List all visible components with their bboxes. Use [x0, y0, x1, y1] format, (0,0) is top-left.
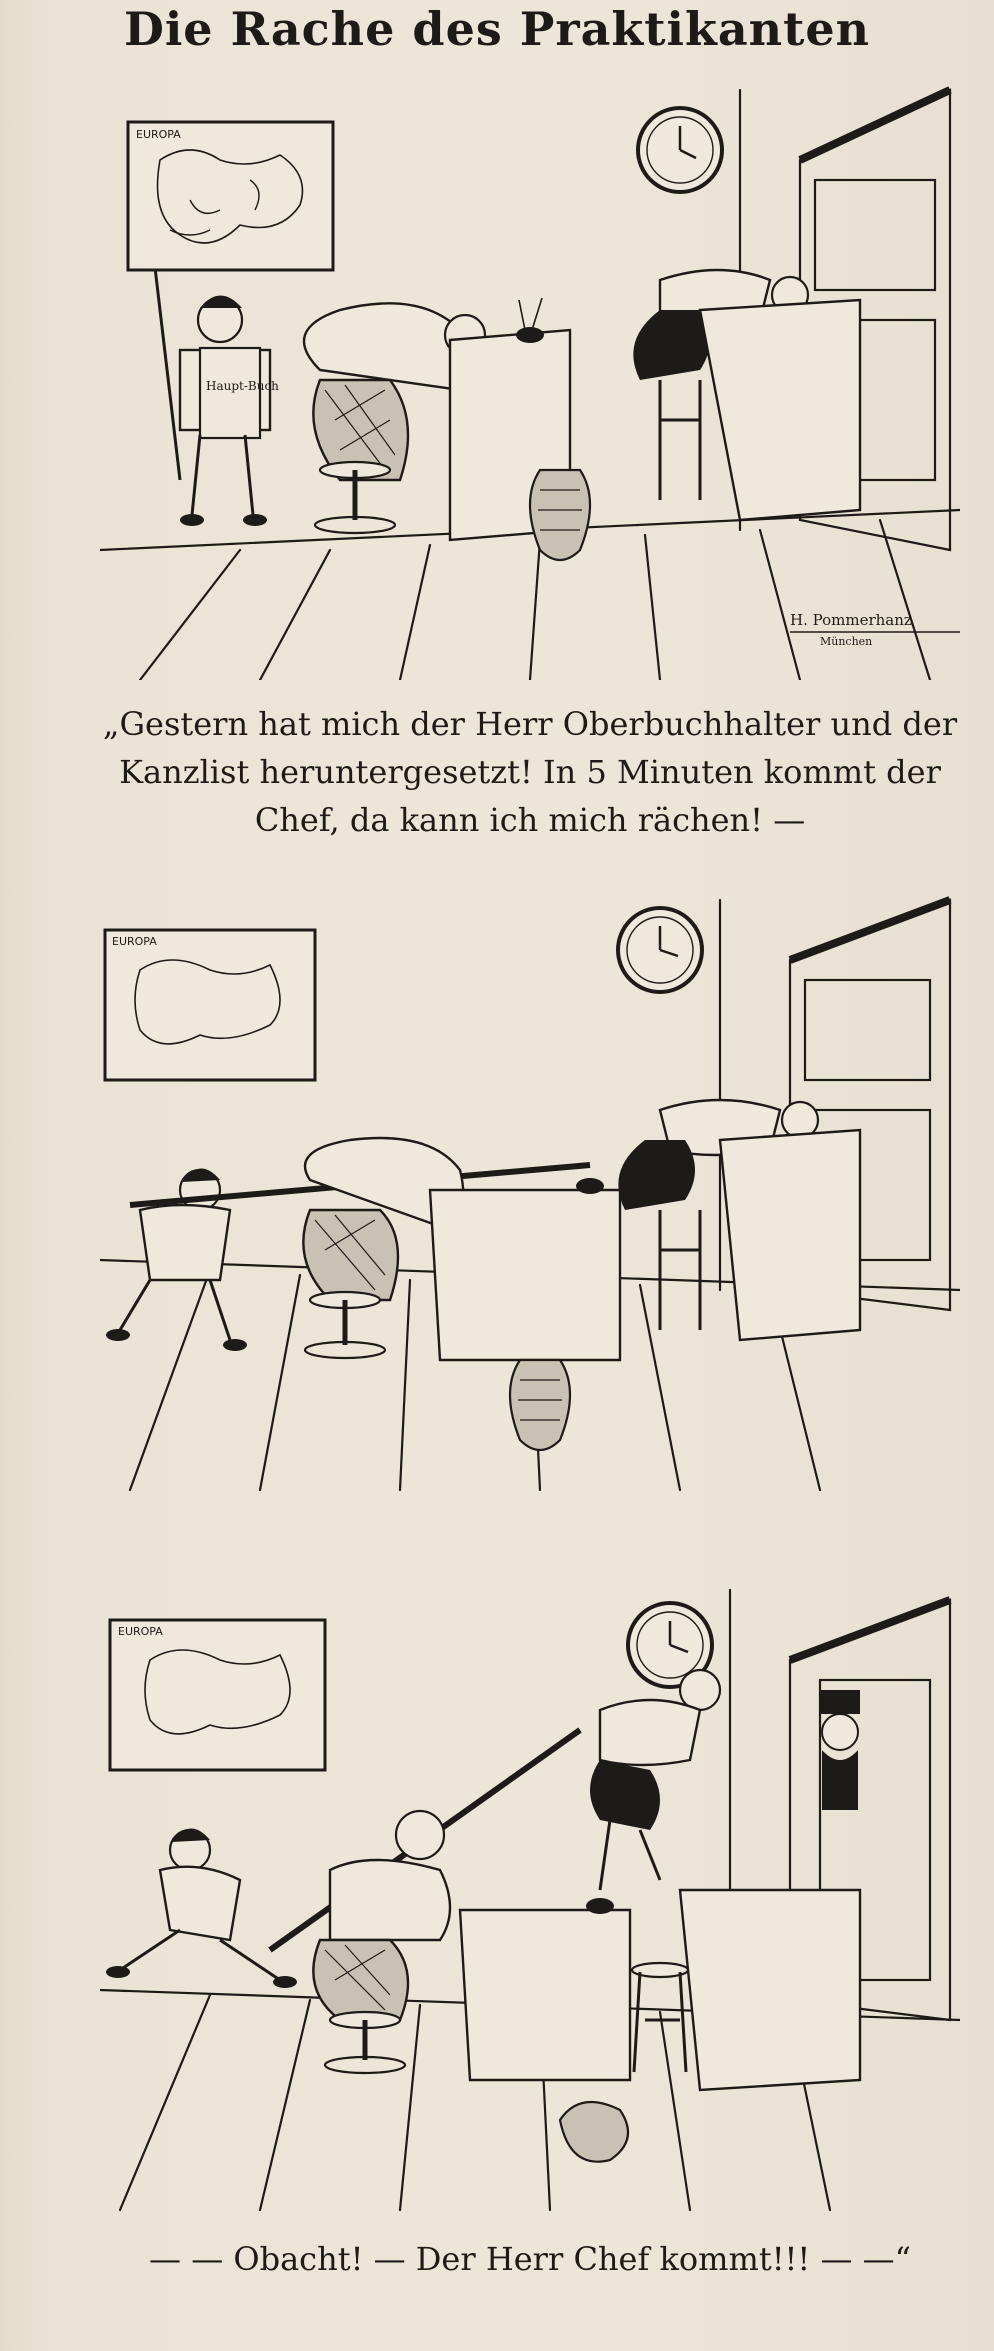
clerk [618, 1100, 860, 1340]
book-label: Haupt-Buch [206, 379, 279, 393]
desk [680, 1890, 860, 2090]
caption-panel-1: „Gestern hat mich der Herr Oberbuchhalter und der Kanzlist heruntergesetzt! In 5 Minuten kommt der Chef, da kann ich mich rächen! — [102, 705, 958, 839]
stool-icon [325, 2012, 405, 2073]
map-label: EUROPA [112, 935, 157, 948]
clock-icon [618, 908, 702, 992]
signature-name: H. Pommerhanz [790, 611, 912, 629]
ink-pot-icon [576, 1178, 604, 1194]
panel-2 [100, 890, 960, 1510]
map-icon [110, 1620, 325, 1770]
panel-1-drawing [100, 80, 960, 680]
chef-peeking [820, 1690, 860, 1810]
clock-icon [638, 108, 722, 192]
stool-icon [315, 462, 395, 533]
map-icon [105, 930, 315, 1080]
intern-boy [180, 296, 279, 527]
vase-icon [530, 470, 590, 560]
ink-pot-icon [586, 1898, 614, 1914]
panel-3-drawing [100, 1580, 960, 2220]
artist-signature [790, 611, 960, 648]
map-label: EUROPA [136, 128, 181, 141]
desk [430, 1178, 620, 1360]
clerk [590, 1670, 720, 1890]
panel-3 [100, 1580, 960, 2220]
intern-boy [106, 1828, 297, 1988]
vase-icon [560, 2102, 628, 2162]
stool-icon [305, 1292, 385, 1358]
head-bookkeeper [313, 1811, 450, 2020]
panel-2-drawing [100, 890, 960, 1510]
signature-place: München [820, 635, 873, 648]
desk [460, 1898, 630, 2080]
ink-pot-icon [516, 327, 544, 343]
caption-panel-3: — — Obacht! — Der Herr Chef kommt!!! — —“ [149, 2240, 911, 2278]
map-label: EUROPA [118, 1625, 163, 1638]
panel-1 [100, 80, 960, 680]
comic-title: Die Rache des Praktikanten [123, 2, 871, 56]
vase-icon [510, 1360, 570, 1450]
clerk [633, 270, 860, 520]
